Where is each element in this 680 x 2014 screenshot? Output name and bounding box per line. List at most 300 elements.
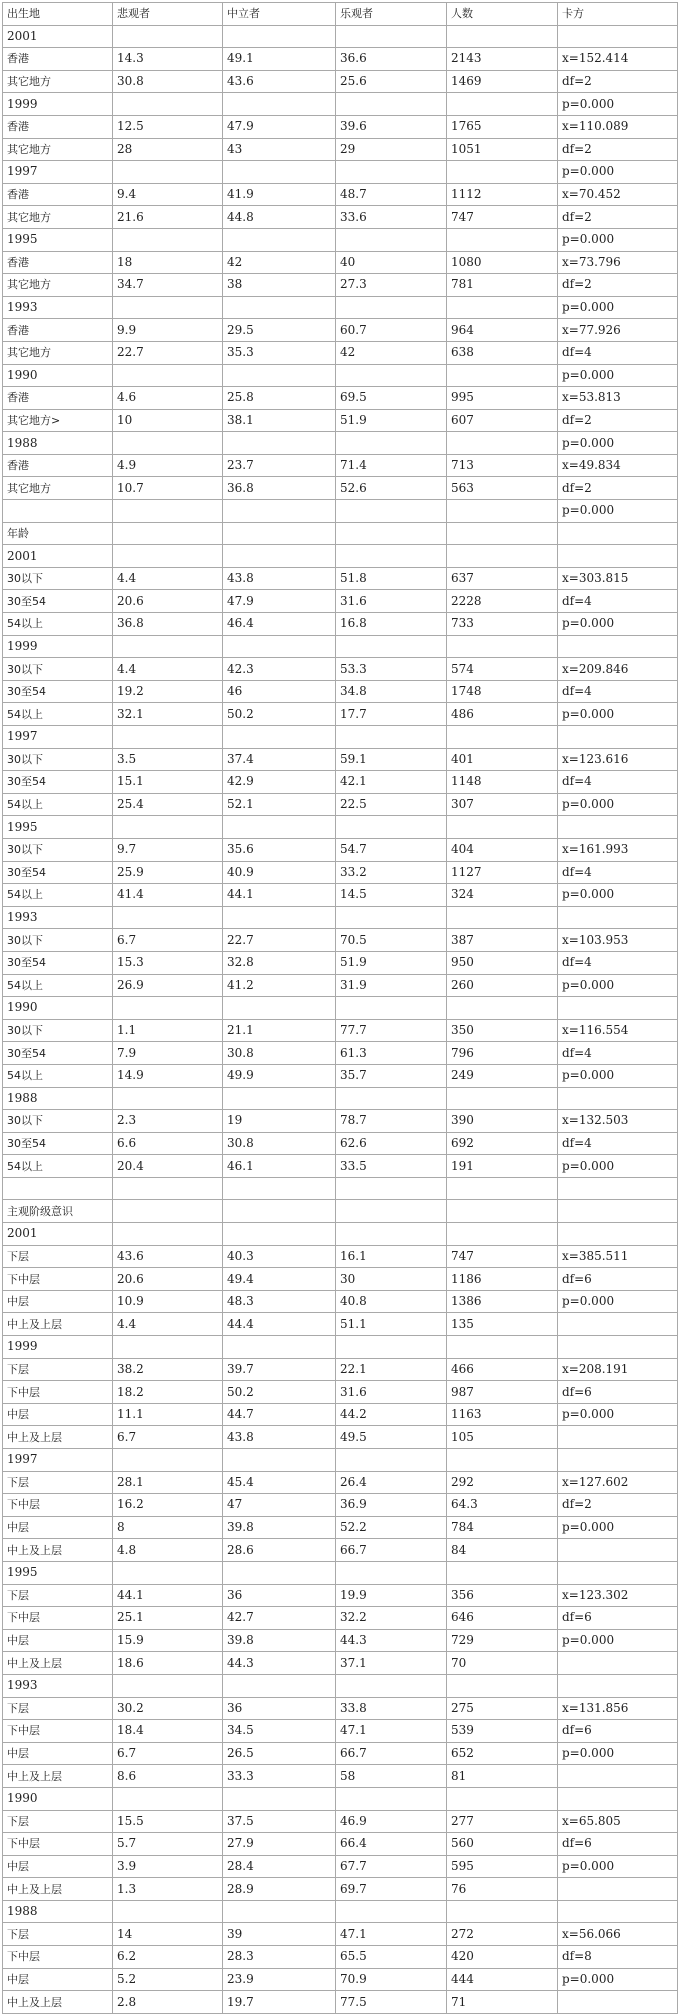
table-cell (113, 25, 223, 48)
table-cell: 84 (447, 1539, 558, 1562)
table-cell: 49.5 (336, 1426, 447, 1449)
table-cell: 1997 (3, 161, 113, 184)
table-cell: 27.3 (336, 274, 447, 297)
table-cell: df=2 (558, 70, 678, 93)
table-cell: df=4 (558, 951, 678, 974)
table-cell: 38.1 (223, 409, 336, 432)
table-row (3, 48, 678, 71)
table-cell: 987 (447, 1381, 558, 1404)
table-cell (223, 1787, 336, 1810)
table-cell (113, 93, 223, 116)
table-row (3, 364, 678, 387)
table-row (3, 1810, 678, 1833)
table-row (3, 1765, 678, 1788)
table-cell (336, 1674, 447, 1697)
table-cell: 36.6 (336, 48, 447, 71)
table-cell: 51.8 (336, 567, 447, 590)
table-row (3, 138, 678, 161)
table-cell: 30.2 (113, 1697, 223, 1720)
table-cell (336, 228, 447, 251)
table-cell (223, 364, 336, 387)
table-cell: 607 (447, 409, 558, 432)
table-row (3, 115, 678, 138)
table-cell: 6.7 (113, 929, 223, 952)
table-cell: 1469 (447, 70, 558, 93)
table-cell (336, 1200, 447, 1223)
table-cell: 1993 (3, 906, 113, 929)
table-cell: 39.7 (223, 1358, 336, 1381)
table-row (3, 161, 678, 184)
table-cell: 19.2 (113, 680, 223, 703)
table-cell: 香港 (3, 251, 113, 274)
table-cell: 30以下 (3, 1110, 113, 1133)
table-cell: x=73.796 (558, 251, 678, 274)
table-cell (336, 1449, 447, 1472)
table-cell: 25.6 (336, 70, 447, 93)
table-cell: 66.4 (336, 1833, 447, 1856)
table-cell: 66.7 (336, 1742, 447, 1765)
table-cell: 47 (223, 1494, 336, 1517)
table-cell: 595 (447, 1855, 558, 1878)
table-cell: p=0.000 (558, 1290, 678, 1313)
table-cell: x=208.191 (558, 1358, 678, 1381)
table-cell: 539 (447, 1720, 558, 1743)
table-cell: 中上及上层 (3, 1426, 113, 1449)
table-cell (558, 1087, 678, 1110)
table-row (3, 884, 678, 907)
table-cell: 中层 (3, 1290, 113, 1313)
table-cell: 30以下 (3, 929, 113, 952)
table-row (3, 590, 678, 613)
table-cell: 1990 (3, 997, 113, 1020)
table-cell: df=6 (558, 1833, 678, 1856)
table-cell: 1765 (447, 115, 558, 138)
table-row (3, 1946, 678, 1969)
table-cell: 下层 (3, 1584, 113, 1607)
table-cell: 1080 (447, 251, 558, 274)
table-cell: 40.8 (336, 1290, 447, 1313)
table-cell: 44.8 (223, 206, 336, 229)
table-cell: 30至54 (3, 861, 113, 884)
table-cell: 14 (113, 1923, 223, 1946)
table-cell (558, 1539, 678, 1562)
table-cell: 646 (447, 1607, 558, 1630)
table-cell: 12.5 (113, 115, 223, 138)
table-cell: 26.9 (113, 974, 223, 997)
table-cell: df=6 (558, 1268, 678, 1291)
table-row (3, 1855, 678, 1878)
table-cell: 356 (447, 1584, 558, 1607)
table-cell (336, 93, 447, 116)
table-cell: 其它地方 (3, 138, 113, 161)
table-cell: 1993 (3, 296, 113, 319)
table-cell: 下中层 (3, 1381, 113, 1404)
table-cell: 30以下 (3, 658, 113, 681)
table-cell: 23.9 (223, 1968, 336, 1991)
table-cell (113, 726, 223, 749)
table-cell: 2.3 (113, 1110, 223, 1133)
table-cell: 下中层 (3, 1494, 113, 1517)
table-cell (336, 1900, 447, 1923)
table-cell: 25.8 (223, 387, 336, 410)
table-cell: 下中层 (3, 1268, 113, 1291)
table-cell: df=2 (558, 477, 678, 500)
table-cell (558, 1878, 678, 1901)
table-cell: p=0.000 (558, 974, 678, 997)
table-cell: x=65.805 (558, 1810, 678, 1833)
table-cell (447, 1177, 558, 1200)
table-cell (113, 1336, 223, 1359)
table-row (3, 1787, 678, 1810)
table-cell: 54以上 (3, 1064, 113, 1087)
table-cell: 191 (447, 1155, 558, 1178)
table-cell: 1995 (3, 228, 113, 251)
table-cell: 3.5 (113, 748, 223, 771)
table-cell: 1127 (447, 861, 558, 884)
table-cell: 主观阶级意识 (3, 1200, 113, 1223)
table-cell: 中上及上层 (3, 1652, 113, 1675)
table-cell: 950 (447, 951, 558, 974)
table-row (3, 1200, 678, 1223)
table-cell: 747 (447, 206, 558, 229)
table-row (3, 522, 678, 545)
table-cell: 28.4 (223, 1855, 336, 1878)
table-cell (113, 296, 223, 319)
table-cell: 466 (447, 1358, 558, 1381)
table-cell: 1993 (3, 1674, 113, 1697)
table-cell: 1163 (447, 1403, 558, 1426)
table-cell: p=0.000 (558, 884, 678, 907)
table-cell: 下层 (3, 1245, 113, 1268)
table-cell: 8.6 (113, 1765, 223, 1788)
table-cell: 29.5 (223, 319, 336, 342)
table-row (3, 1697, 678, 1720)
table-cell (336, 1223, 447, 1246)
table-cell: 53.3 (336, 658, 447, 681)
table-row (3, 1561, 678, 1584)
table-cell: p=0.000 (558, 1855, 678, 1878)
table-cell: 6.6 (113, 1132, 223, 1155)
table-row (3, 703, 678, 726)
table-cell: 54以上 (3, 793, 113, 816)
table-cell: 中层 (3, 1516, 113, 1539)
table-cell: 30.8 (223, 1132, 336, 1155)
table-cell: 52.2 (336, 1516, 447, 1539)
table-cell: 香港 (3, 183, 113, 206)
table-cell: x=56.066 (558, 1923, 678, 1946)
table-cell: 42.3 (223, 658, 336, 681)
table-cell: 54以上 (3, 884, 113, 907)
table-row (3, 274, 678, 297)
table-cell (223, 1223, 336, 1246)
table-row (3, 1652, 678, 1675)
table-cell: 42 (223, 251, 336, 274)
table-cell: 39 (223, 1923, 336, 1946)
table-cell: p=0.000 (558, 500, 678, 523)
table-cell: x=152.414 (558, 48, 678, 71)
table-row (3, 1268, 678, 1291)
table-cell: x=53.813 (558, 387, 678, 410)
table-cell (558, 816, 678, 839)
table-cell: 5.2 (113, 1968, 223, 1991)
table-cell: 486 (447, 703, 558, 726)
table-cell: x=303.815 (558, 567, 678, 590)
table-body (3, 3, 678, 2014)
table-cell: 747 (447, 1245, 558, 1268)
table-cell: 3.9 (113, 1855, 223, 1878)
table-cell (558, 1449, 678, 1472)
table-cell (336, 25, 447, 48)
table-cell: 44.1 (113, 1584, 223, 1607)
table-row (3, 1607, 678, 1630)
table-cell: p=0.000 (558, 1742, 678, 1765)
table-cell: p=0.000 (558, 432, 678, 455)
table-cell: 14.9 (113, 1064, 223, 1087)
table-cell (113, 500, 223, 523)
table-cell: p=0.000 (558, 1516, 678, 1539)
table-cell (558, 635, 678, 658)
table-cell (447, 93, 558, 116)
table-cell: 16.2 (113, 1494, 223, 1517)
table-row (3, 974, 678, 997)
table-cell (113, 364, 223, 387)
table-cell: 香港 (3, 319, 113, 342)
table-row (3, 25, 678, 48)
table-cell: 2.8 (113, 1991, 223, 2014)
table-row (3, 70, 678, 93)
table-cell: 30.8 (113, 70, 223, 93)
table-cell: 15.5 (113, 1810, 223, 1833)
table-cell: 46.4 (223, 613, 336, 636)
table-cell: 22.1 (336, 1358, 447, 1381)
table-cell: 31.9 (336, 974, 447, 997)
table-cell: 14.3 (113, 48, 223, 71)
table-cell: x=49.834 (558, 454, 678, 477)
table-cell: 260 (447, 974, 558, 997)
table-cell: 28.1 (113, 1471, 223, 1494)
table-row (3, 906, 678, 929)
table-row (3, 929, 678, 952)
table-cell: p=0.000 (558, 364, 678, 387)
table-cell: 33.3 (223, 1765, 336, 1788)
table-cell: 22.7 (223, 929, 336, 952)
table-cell (336, 1336, 447, 1359)
table-cell: 33.5 (336, 1155, 447, 1178)
table-row (3, 477, 678, 500)
table-cell (223, 816, 336, 839)
table-cell (558, 1223, 678, 1246)
table-cell: 其它地方> (3, 409, 113, 432)
table-cell: 其它地方 (3, 341, 113, 364)
table-cell: 34.5 (223, 1720, 336, 1743)
table-cell: 2001 (3, 1223, 113, 1246)
table-cell: 下层 (3, 1358, 113, 1381)
table-cell: 30以下 (3, 748, 113, 771)
table-cell: 44.3 (336, 1629, 447, 1652)
table-cell (558, 1313, 678, 1336)
table-cell: 81 (447, 1765, 558, 1788)
table-cell: 40 (336, 251, 447, 274)
table-row (3, 545, 678, 568)
table-cell: 30以下 (3, 567, 113, 590)
table-cell: 34.8 (336, 680, 447, 703)
table-cell: 692 (447, 1132, 558, 1155)
table-cell: 下层 (3, 1697, 113, 1720)
table-cell (113, 1177, 223, 1200)
table-cell (113, 1900, 223, 1923)
table-cell: x=209.846 (558, 658, 678, 681)
table-cell: p=0.000 (558, 1629, 678, 1652)
table-cell: 4.9 (113, 454, 223, 477)
table-cell: df=2 (558, 138, 678, 161)
table-row (3, 1923, 678, 1946)
table-cell: 其它地方 (3, 274, 113, 297)
table-cell: 28.6 (223, 1539, 336, 1562)
table-cell (336, 726, 447, 749)
table-cell: 1999 (3, 93, 113, 116)
table-cell: 1.1 (113, 1019, 223, 1042)
table-cell: 下层 (3, 1923, 113, 1946)
table-row (3, 997, 678, 1020)
header-cell-count: 人数 (447, 3, 558, 26)
table-row (3, 1516, 678, 1539)
table-cell: 16.8 (336, 613, 447, 636)
table-cell: 1051 (447, 138, 558, 161)
table-cell: 15.9 (113, 1629, 223, 1652)
table-row (3, 409, 678, 432)
table-cell (558, 1426, 678, 1449)
header-cell-pessimist: 悲观者 (113, 3, 223, 26)
header-row (3, 3, 678, 26)
table-cell: x=110.089 (558, 115, 678, 138)
table-cell (223, 997, 336, 1020)
table-cell (558, 545, 678, 568)
table-cell (223, 906, 336, 929)
table-cell: 52.1 (223, 793, 336, 816)
table-cell: 中层 (3, 1403, 113, 1426)
table-cell (447, 726, 558, 749)
table-cell: 70.9 (336, 1968, 447, 1991)
table-cell: 729 (447, 1629, 558, 1652)
table-cell: 638 (447, 341, 558, 364)
table-cell (447, 635, 558, 658)
table-cell: 563 (447, 477, 558, 500)
table-cell: 71 (447, 1991, 558, 2014)
table-cell: 19.7 (223, 1991, 336, 2014)
table-cell (223, 296, 336, 319)
table-cell: p=0.000 (558, 296, 678, 319)
table-cell (447, 1900, 558, 1923)
table-row (3, 1336, 678, 1359)
table-cell: 32.8 (223, 951, 336, 974)
table-cell: 51.9 (336, 409, 447, 432)
table-cell (113, 997, 223, 1020)
table-cell: 47.9 (223, 115, 336, 138)
table-cell: p=0.000 (558, 1403, 678, 1426)
table-cell: 2001 (3, 25, 113, 48)
table-cell: 324 (447, 884, 558, 907)
table-cell (336, 1561, 447, 1584)
table-row (3, 1878, 678, 1901)
table-cell: 70.5 (336, 929, 447, 952)
table-cell (113, 432, 223, 455)
table-cell: 58 (336, 1765, 447, 1788)
table-cell (113, 545, 223, 568)
table-cell (223, 1449, 336, 1472)
table-cell: 43 (223, 138, 336, 161)
table-cell: 中上及上层 (3, 1991, 113, 2014)
table-cell (223, 1674, 336, 1697)
table-cell: 21.6 (113, 206, 223, 229)
table-cell: 1386 (447, 1290, 558, 1313)
table-cell: 54以上 (3, 974, 113, 997)
table-cell (113, 522, 223, 545)
table-cell (336, 906, 447, 929)
table-cell (558, 1991, 678, 2014)
table-cell: 52.6 (336, 477, 447, 500)
table-cell (223, 1561, 336, 1584)
table-cell: 19 (223, 1110, 336, 1133)
table-cell: 49.4 (223, 1268, 336, 1291)
table-cell (3, 1177, 113, 1200)
table-row (3, 1245, 678, 1268)
table-row (3, 1539, 678, 1562)
table-cell: 50.2 (223, 703, 336, 726)
table-cell (558, 1765, 678, 1788)
table-cell: 其它地方 (3, 477, 113, 500)
table-cell: 1988 (3, 432, 113, 455)
table-cell: 401 (447, 748, 558, 771)
table-row (3, 1381, 678, 1404)
table-cell: 47.1 (336, 1923, 447, 1946)
table-cell: 61.3 (336, 1042, 447, 1065)
table-cell: p=0.000 (558, 1064, 678, 1087)
table-row (3, 1110, 678, 1133)
table-cell: 37.4 (223, 748, 336, 771)
table-row (3, 1313, 678, 1336)
table-row (3, 454, 678, 477)
table-cell: 40.9 (223, 861, 336, 884)
table-row (3, 1991, 678, 2014)
table-cell: 46.9 (336, 1810, 447, 1833)
table-cell: 8 (113, 1516, 223, 1539)
table-cell (336, 1787, 447, 1810)
table-cell: p=0.000 (558, 93, 678, 116)
table-cell (447, 545, 558, 568)
table-cell: 41.4 (113, 884, 223, 907)
table-cell (558, 1561, 678, 1584)
table-cell: 36.8 (223, 477, 336, 500)
table-row (3, 1358, 678, 1381)
table-cell: x=127.602 (558, 1471, 678, 1494)
table-cell: 1997 (3, 726, 113, 749)
table-cell (336, 635, 447, 658)
table-cell: 18.2 (113, 1381, 223, 1404)
table-cell: 43.8 (223, 567, 336, 590)
table-cell: 18.6 (113, 1652, 223, 1675)
table-cell: 76 (447, 1878, 558, 1901)
table-cell: 40.3 (223, 1245, 336, 1268)
table-cell (447, 816, 558, 839)
table-cell: 50.2 (223, 1381, 336, 1404)
table-cell (336, 816, 447, 839)
table-cell (223, 93, 336, 116)
table-cell (447, 1561, 558, 1584)
table-cell: p=0.000 (558, 228, 678, 251)
table-cell (223, 432, 336, 455)
table-cell: 60.7 (336, 319, 447, 342)
table-cell: 444 (447, 1968, 558, 1991)
